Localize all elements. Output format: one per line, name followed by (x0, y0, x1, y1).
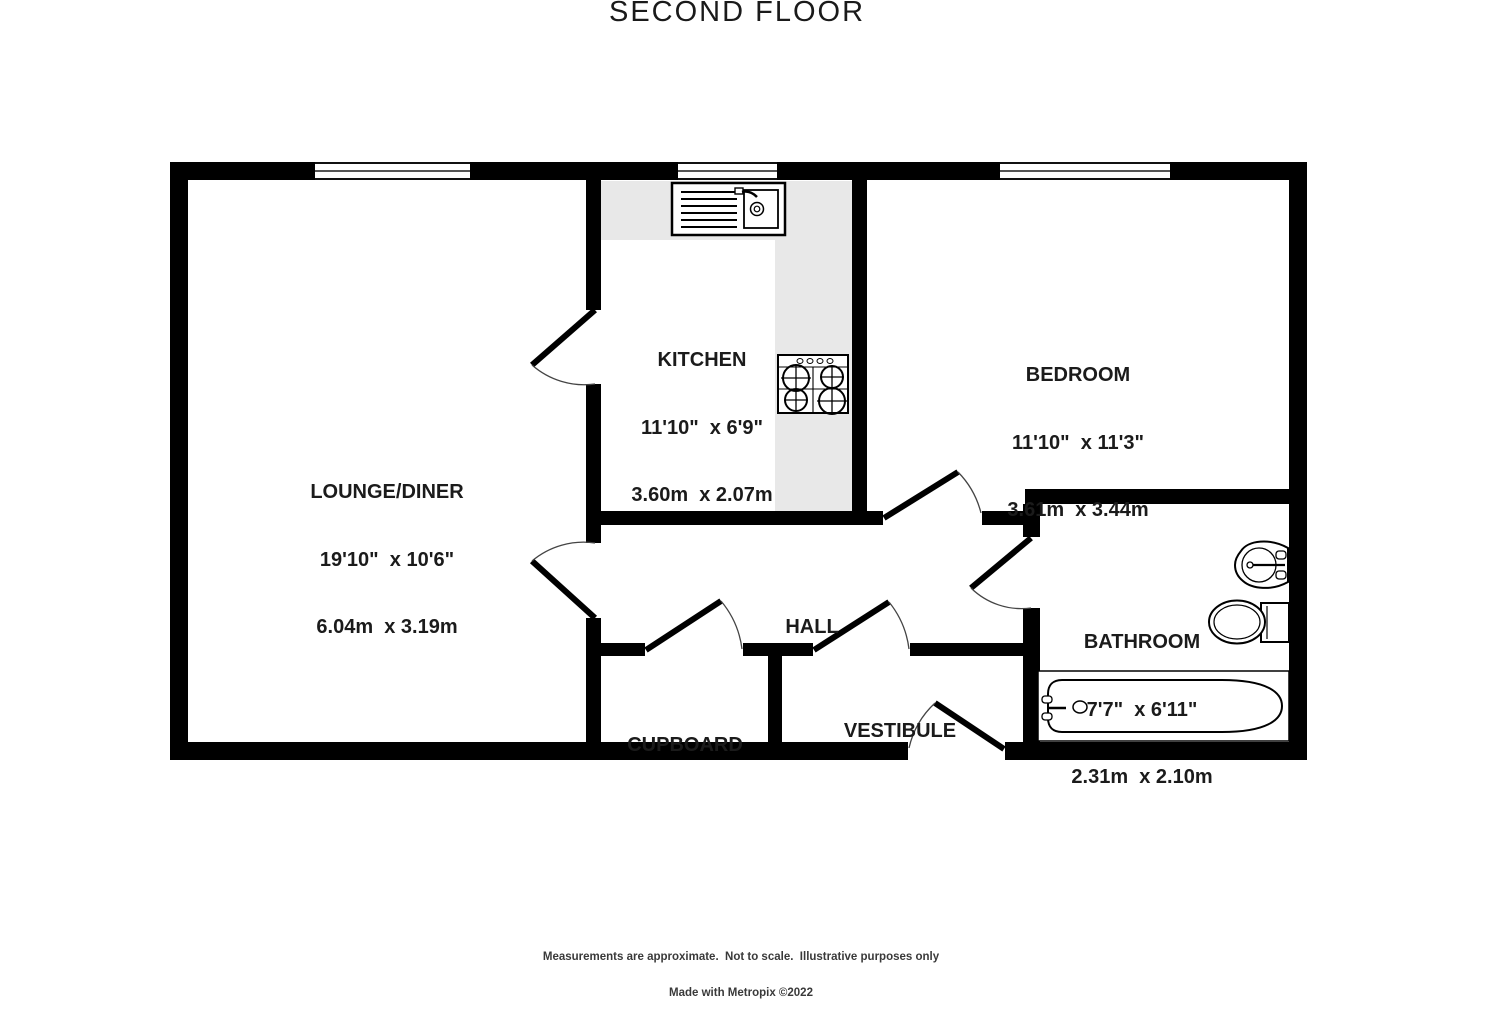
lounge-label (310, 436, 463, 684)
vestibule-label (844, 675, 956, 788)
room-size-metric: 3.61m x 3.44m (1007, 499, 1149, 521)
bathroom-label (1071, 586, 1212, 834)
room-size-metric: 3.60m x 2.07m (631, 484, 773, 506)
cupboard-label (627, 689, 743, 802)
room-name: LOUNGE/DINER (310, 481, 464, 503)
bedroom-label (1007, 319, 1148, 567)
toilet-icon (1209, 601, 1289, 644)
disclaimer-line1: Measurements are approximate. Not to scale. Illustrative purposes only (542, 951, 940, 963)
disclaimer-line2: Made with Metropix ©2022 (669, 987, 813, 999)
room-size-metric: 2.31m x 2.10m (1071, 766, 1213, 788)
bedroom-door-icon (884, 472, 981, 518)
room-name: BEDROOM (1025, 364, 1131, 386)
kitchen-label (631, 304, 772, 552)
sink-icon (672, 183, 785, 235)
room-name: CUPBOARD (627, 734, 743, 756)
hall-label (785, 571, 838, 684)
page-title: SECOND FLOOR (608, 0, 866, 28)
room-size-imperial: 7'7" x 6'11" (1086, 698, 1198, 721)
room-size-imperial: 11'10" x 11'3" (1012, 431, 1144, 454)
room-size-imperial: 19'10" x 10'6" (319, 548, 455, 571)
room-name: BATHROOM (1083, 631, 1201, 653)
room-size-metric: 6.04m x 3.19m (316, 616, 458, 638)
room-name: KITCHEN (657, 349, 747, 371)
washbasin-icon (1235, 542, 1288, 588)
room-size-imperial: 11'10" x 6'9" (641, 416, 763, 439)
room-name: HALL (785, 616, 839, 638)
room-name: VESTIBULE (843, 720, 957, 742)
hob-icon (778, 355, 848, 414)
disclaimer (543, 927, 939, 1023)
cupboard-door-icon (646, 601, 742, 650)
kitchen-door-icon (532, 310, 595, 385)
lounge-door-icon (532, 542, 595, 618)
